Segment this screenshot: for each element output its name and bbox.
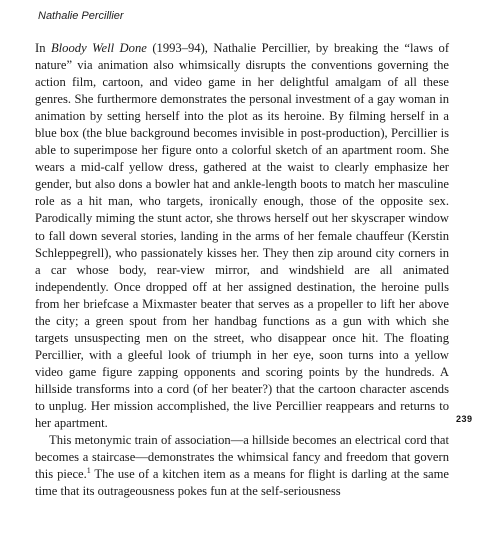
page-number: 239 (456, 414, 473, 424)
body-text (35, 40, 449, 500)
paragraph-1 (35, 40, 449, 432)
paragraph-2-text-after-note: The use of a kitchen item as a means for flight is darling at the same time that its outrageousness pokes fun at the self-seriousness (35, 467, 449, 499)
paragraph-1-text: (1993–94), Nathalie Percillier, by breaking the “laws of nature” via animation also whimsically disrupts the conventions governing the action film, cartoon, and video game in her delightful amalgam of all these genres. She furthermore demonstrates the personal investment of a gay woman in animation by setting herself into the plot as its heroine. By filming herself in a blue box (the blue background becomes invisible in post-production), Percillier is able to superimpose her figure onto a colorful sketch of an apartment room. She wears a mid-calf yellow dress, gathered at the waist to clearly emphasize her gender, but also dons a bowler hat and ankle-length boots to match her masculine role as a hit man, who targets, ironically enough, those of the opposite sex. Parodically miming the stunt actor, she throws herself out her skyscraper window to fall down several stories, landing in the arms of her female chauffeur (Kerstin Schleppegrell), who passionately kisses her. They then zip around city corners in a car whose body, rear-view mirror, and windshield are all animated independently. Once dropped off at her assigned destination, the heroine pulls from her briefcase a Mixmaster beater that serves as a propeller to lift her above the city; a green spout from her handbag functions as a gun with which she targets unsuspecting men on the street, who disappear once hit. The floating Percillier, with a gleeful look of triumph in her eye, soon turns into a yellow video game figure zapping opponents and scoring points by the hundreds. A hillside transforms into a cord (of her beater?) that the cartoon character ascends to unplug. Her mission accomplished, the live Percillier reappears and returns to her apartment. (35, 41, 450, 431)
paragraph-2 (35, 432, 449, 500)
film-title: Bloody Well Done (50, 41, 147, 55)
footnote-marker: 1 (86, 465, 91, 475)
running-head: Nathalie Percillier (38, 10, 124, 22)
paragraph-1-opening: In (35, 41, 51, 55)
paragraph-2-text-before-note: This metonymic train of association—a hillside becomes an electrical cord that becomes a staircase—demonstrates the whimsical fancy and freedom that govern this piece. (35, 433, 449, 482)
